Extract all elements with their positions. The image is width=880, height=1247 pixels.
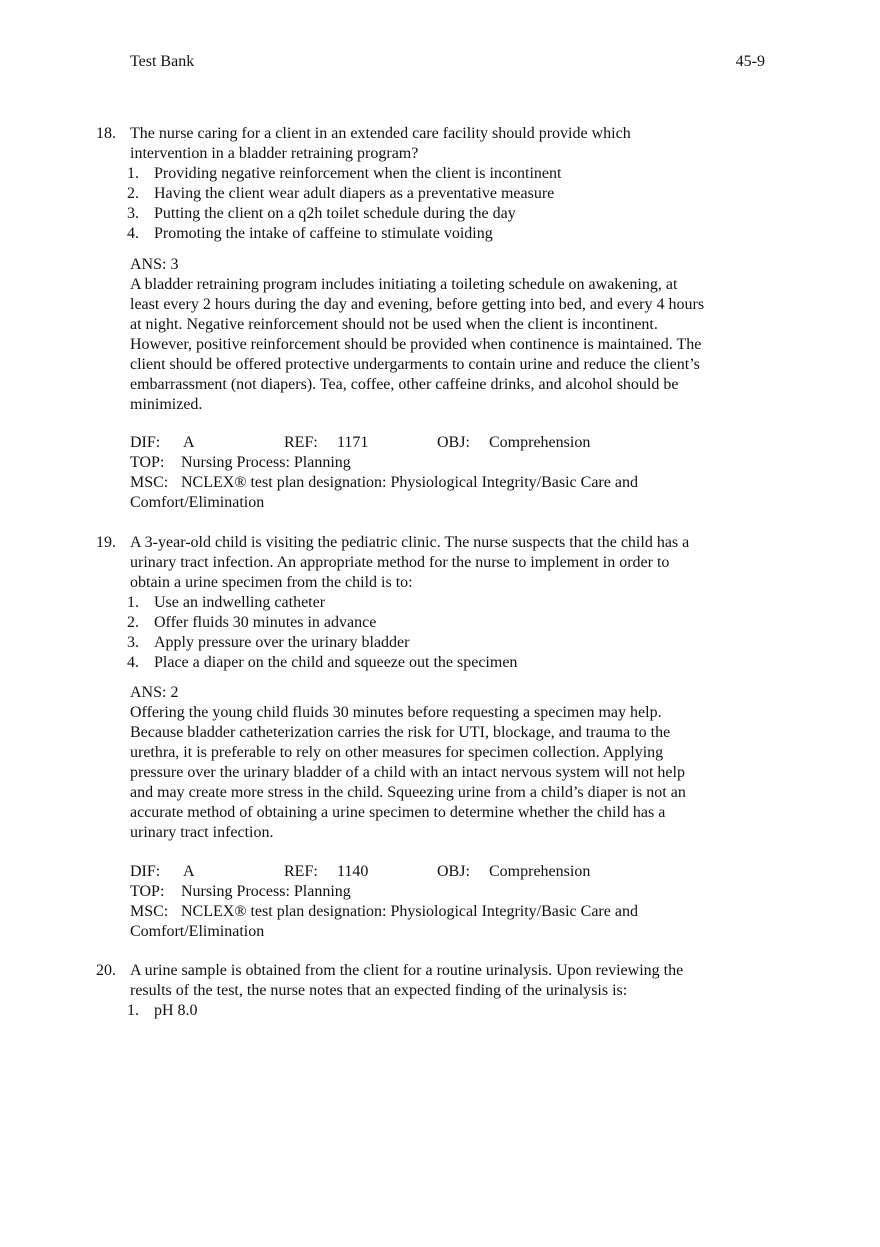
option-number: 1. — [127, 165, 139, 182]
option-text: Apply pressure over the urinary bladder — [154, 634, 410, 651]
dif-label: DIF: — [130, 863, 161, 880]
top-value: Nursing Process: Planning — [181, 454, 351, 471]
dif-value: A — [183, 434, 195, 451]
rationale-line: client should be offered protective undergarments to contain urine and reduce the client’s — [130, 356, 700, 373]
question-number: 18. — [96, 125, 116, 142]
msc-label: MSC: — [130, 903, 169, 920]
question-stem-line: intervention in a bladder retraining program? — [130, 145, 419, 162]
msc-continuation: Comfort/Elimination — [130, 923, 265, 940]
obj-label: OBJ: — [437, 863, 470, 880]
rationale-line: urinary tract infection. — [130, 824, 274, 841]
question-stem-line: obtain a urine specimen from the child is to: — [130, 574, 413, 591]
option-text: Providing negative reinforcement when the client is incontinent — [154, 165, 562, 182]
option-text: Offer fluids 30 minutes in advance — [154, 614, 377, 631]
obj-label: OBJ: — [437, 434, 470, 451]
question-stem-line: results of the test, the nurse notes that an expected finding of the urinalysis is: — [130, 982, 628, 999]
rationale-line: Because bladder catheterization carries the risk for UTI, blockage, and trauma to the — [130, 724, 671, 741]
option-number: 3. — [127, 205, 139, 222]
top-label: TOP: — [130, 883, 165, 900]
ref-label: REF: — [284, 863, 318, 880]
obj-value: Comprehension — [489, 863, 591, 880]
option-text: Having the client wear adult diapers as a preventative measure — [154, 185, 555, 202]
question-stem-line: The nurse caring for a client in an extended care facility should provide which — [130, 125, 631, 142]
rationale-line: pressure over the urinary bladder of a child with an intact nervous system will not help — [130, 764, 685, 781]
option-text: Promoting the intake of caffeine to stimulate voiding — [154, 225, 493, 242]
running-header-title: Test Bank — [130, 53, 195, 70]
rationale-line: However, positive reinforcement should be provided when continence is maintained. The — [130, 336, 702, 353]
rationale-line: least every 2 hours during the day and evening, before getting into bed, and every 4 hours — [130, 296, 705, 313]
dif-label: DIF: — [130, 434, 161, 451]
msc-continuation: Comfort/Elimination — [130, 494, 265, 511]
rationale-line: accurate method of obtaining a urine specimen to determine whether the child has a — [130, 804, 666, 821]
page-number: 45-9 — [735, 53, 765, 70]
rationale-line: Offering the young child fluids 30 minutes before requesting a specimen may help. — [130, 704, 662, 721]
option-number: 2. — [127, 185, 139, 202]
option-text: pH 8.0 — [154, 1002, 198, 1019]
msc-value: NCLEX® test plan designation: Physiological Integrity/Basic Care and — [181, 903, 638, 920]
rationale-line: and may create more stress in the child. Squeezing urine from a child’s diaper is not an — [130, 784, 686, 801]
rationale-line: minimized. — [130, 396, 203, 413]
option-number: 1. — [127, 1002, 139, 1019]
answer-key: ANS: 2 — [130, 684, 179, 701]
ref-value: 1171 — [337, 434, 369, 451]
option-number: 2. — [127, 614, 139, 631]
rationale-line: A bladder retraining program includes initiating a toileting schedule on awakening, at — [130, 276, 678, 293]
rationale-line: urethra, it is preferable to rely on other measures for specimen collection. Applying — [130, 744, 664, 761]
option-number: 1. — [127, 594, 139, 611]
question-stem-line: urinary tract infection. An appropriate method for the nurse to implement in order to — [130, 554, 670, 571]
option-number: 4. — [127, 654, 139, 671]
top-label: TOP: — [130, 454, 165, 471]
question-stem-line: A urine sample is obtained from the client for a routine urinalysis. Upon reviewing the — [130, 962, 684, 979]
ref-value: 1140 — [337, 863, 369, 880]
msc-label: MSC: — [130, 474, 169, 491]
ref-label: REF: — [284, 434, 318, 451]
option-text: Putting the client on a q2h toilet schedule during the day — [154, 205, 516, 222]
option-text: Place a diaper on the child and squeeze out the specimen — [154, 654, 518, 671]
option-text: Use an indwelling catheter — [154, 594, 326, 611]
option-number: 4. — [127, 225, 139, 242]
question-number: 19. — [96, 534, 116, 551]
option-number: 3. — [127, 634, 139, 651]
dif-value: A — [183, 863, 195, 880]
msc-value: NCLEX® test plan designation: Physiological Integrity/Basic Care and — [181, 474, 638, 491]
question-number: 20. — [96, 962, 116, 979]
rationale-line: at night. Negative reinforcement should not be used when the client is incontinent. — [130, 316, 658, 333]
answer-key: ANS: 3 — [130, 256, 179, 273]
question-stem-line: A 3-year-old child is visiting the pediatric clinic. The nurse suspects that the child has a — [130, 534, 690, 551]
rationale-line: embarrassment (not diapers). Tea, coffee, other caffeine drinks, and alcohol should be — [130, 376, 679, 393]
obj-value: Comprehension — [489, 434, 591, 451]
top-value: Nursing Process: Planning — [181, 883, 351, 900]
